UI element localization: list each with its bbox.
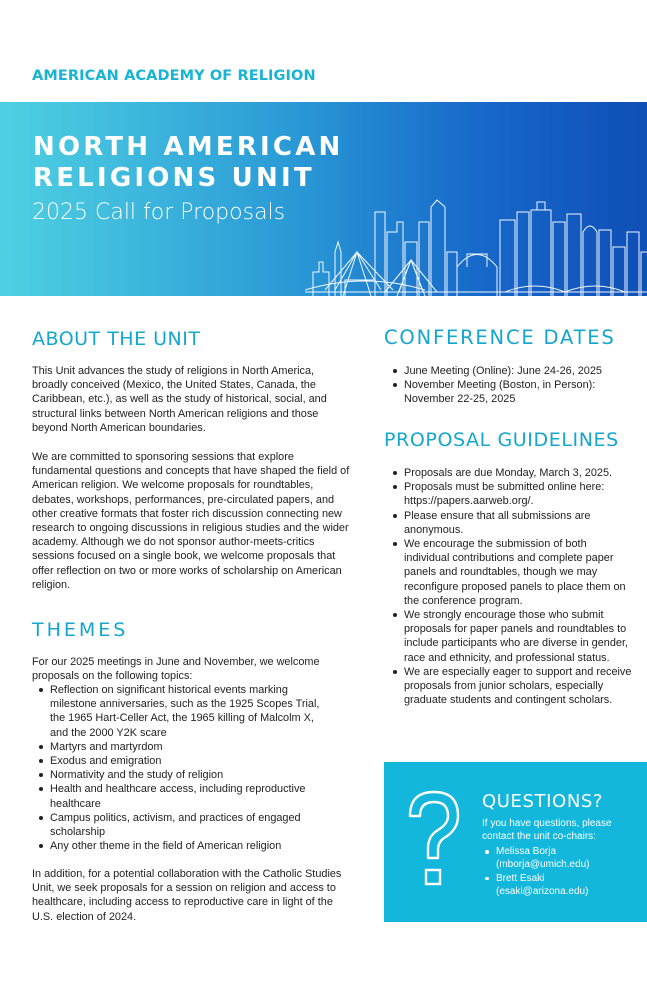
question-mark-icon <box>404 788 464 896</box>
unit-title-line-1: NORTH AMERICAN <box>33 132 344 162</box>
contacts-list <box>482 845 632 899</box>
conference-list <box>388 364 628 407</box>
questions-text: If you have questions, please contact the unit co-chairs: <box>482 818 612 843</box>
questions-box <box>384 762 647 922</box>
guidelines-heading: PROPOSAL GUIDELINES <box>384 429 619 451</box>
questions-heading: QUESTIONS? <box>482 791 604 812</box>
themes-intro: For our 2025 meetings in June and November, we welcome proposals on the following topics: <box>32 656 320 683</box>
list-item: June Meeting (Online): June 24-26, 2025 <box>388 364 628 378</box>
unit-title <box>33 132 343 194</box>
conference-heading: CONFERENCE DATES <box>384 326 616 349</box>
about-paragraph-2: We are committed to sponsoring sessions that explore fundamental questions and concepts that have shaped the field of American religion. We welcome proposals for roundtables, debates, workshops, performances, pre-circulated papers, and other creative formats that foster rich discussion connecting new research to ongoing discussions in religious studies and the wider academy. Although we do not sponsor author-meets-critics sessions focused on a single book, we welcome proposals that offer reflection on two or more works of scholarship on American religion. <box>32 451 350 591</box>
list-item: We are especially eager to support and receive proposals from junior scholars, especially graduate students and contingent scholars. <box>388 665 633 708</box>
unit-title-line-2: RELIGIONS UNIT <box>33 163 315 193</box>
list-item: We strongly encourage those who submit proposals for paper panels and roundtables to include participants who are diverse in gender, race and ethnicity, and professional status. <box>388 608 633 665</box>
list-item: Campus politics, activism, and practices of engaged scholarship <box>34 811 334 839</box>
list-item: Melissa Borja (mborja@umich.edu) <box>482 845 632 872</box>
list-item: Health and healthcare access, including reproductive healthcare <box>34 782 334 810</box>
themes-closing: In addition, for a potential collaboration with the Catholic Studies Unit, we seek proposals for a session on religion and access to healthcare, including access to reproductive care in light of the U.S. election of 2024. <box>32 868 342 923</box>
guidelines-list <box>388 466 633 707</box>
list-item: Exodus and emigration <box>34 754 334 768</box>
themes-list <box>34 683 334 853</box>
list-item: Proposals must be submitted online here: https://papers.aarweb.org/. <box>388 480 633 508</box>
themes-heading: THEMES <box>32 619 129 641</box>
list-item: Any other theme in the field of American religion <box>34 839 334 853</box>
list-item: We encourage the submission of both individual contributions and complete paper panels and roundtables, though we may reconfigure proposed panels to place them on the conference program. <box>388 537 633 608</box>
list-item: Proposals are due Monday, March 3, 2025. <box>388 466 633 480</box>
list-item: Please ensure that all submissions are anonymous. <box>388 509 633 537</box>
list-item: Normativity and the study of religion <box>34 768 334 782</box>
list-item: November Meeting (Boston, in Person): November 22-25, 2025 <box>388 378 628 406</box>
list-item: Brett Esaki (esaki@arizona.edu) <box>482 872 632 899</box>
about-paragraph-1: This Unit advances the study of religions in North America, broadly conceived (Mexico, the United States, Canada, the Caribbean, etc.), as well as the study of historical, social, and structural links between North American religions and those beyond North American boundaries. <box>32 365 327 434</box>
list-item: Reflection on significant historical events marking milestone anniversaries, such as the 1925 Scopes Trial, the 1965 Hart-Celler Act, the 1965 killing of Malcolm X, and the 2000 Y2K scare <box>34 683 334 740</box>
banner-subtitle: 2025 Call for Proposals <box>32 200 286 225</box>
city-skyline-icon <box>305 102 647 296</box>
list-item: Martyrs and martyrdom <box>34 740 334 754</box>
about-heading: ABOUT THE UNIT <box>32 328 201 350</box>
title-banner <box>0 102 647 296</box>
org-name: AMERICAN ACADEMY OF RELIGION <box>32 68 316 84</box>
